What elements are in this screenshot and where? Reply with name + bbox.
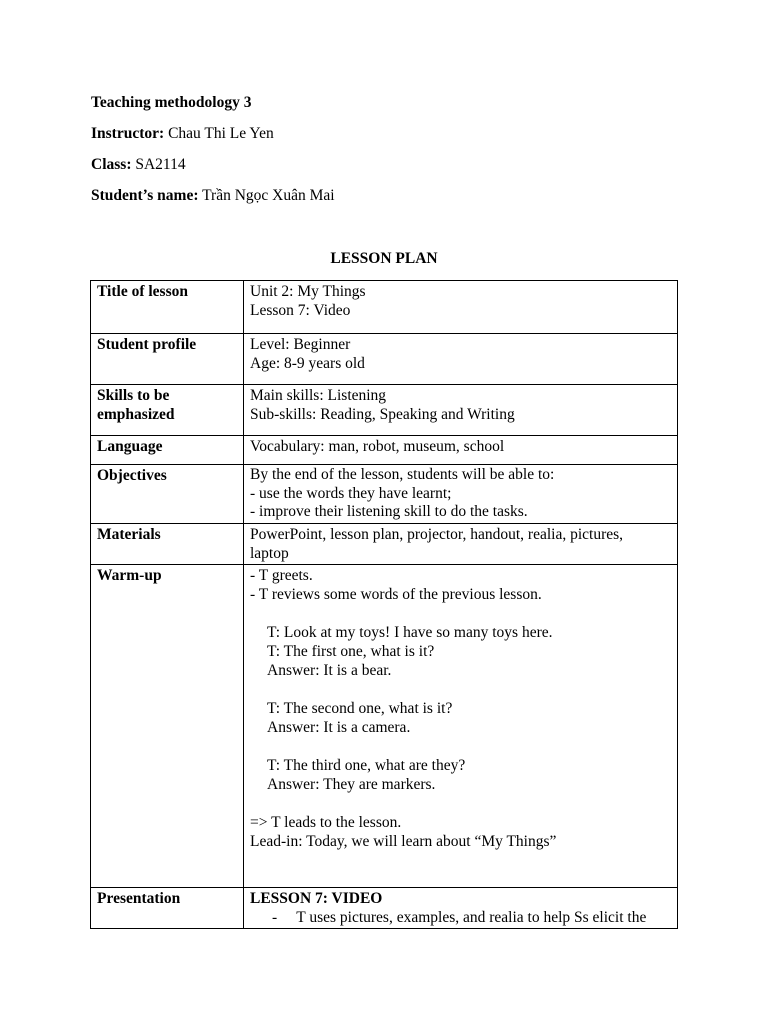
row-label: Language — [91, 436, 244, 465]
lesson-plan-table — [90, 280, 678, 929]
presentation-heading: LESSON 7: VIDEO — [250, 889, 383, 907]
table-row-objectives — [91, 465, 678, 524]
student-name: Trần Ngọc Xuân Mai — [202, 187, 335, 204]
row-content: PowerPoint, lesson plan, projector, handout, realia, pictures, laptop — [244, 523, 678, 564]
row-label: Warm-up — [91, 564, 244, 887]
class-value: SA2114 — [135, 156, 186, 173]
instructor-label: Instructor: — [91, 125, 165, 142]
row-label: Objectives — [91, 465, 244, 524]
row-label: Title of lesson — [91, 281, 244, 334]
table-row-profile — [91, 334, 678, 385]
row-label: Materials — [91, 523, 244, 564]
row-content: Main skills: Listening Sub-skills: Reading, Speaking and Writing — [244, 385, 678, 436]
table-row-language — [91, 436, 678, 465]
student-label: Student’s name: — [91, 187, 199, 204]
table-row-warmup — [91, 564, 678, 887]
row-content: Vocabulary: man, robot, museum, school — [244, 436, 678, 465]
table-row-presentation — [91, 887, 678, 928]
row-content: By the end of the lesson, students will be able to: - use the words they have learnt; - improve their listening skill to do the tasks. — [244, 465, 678, 524]
instructor-line — [91, 124, 274, 144]
row-label: Presentation — [91, 887, 244, 928]
presentation-bullet: - T uses pictures, examples, and realia to help Ss elicit the — [272, 908, 647, 926]
course-title: Teaching methodology 3 — [91, 94, 252, 111]
table-row-materials — [91, 523, 678, 564]
document-title: LESSON PLAN — [330, 250, 438, 267]
row-content: Level: Beginner Age: 8-9 years old — [244, 334, 678, 385]
row-content — [244, 887, 678, 928]
instructor-name: Chau Thi Le Yen — [168, 125, 274, 142]
row-label: Student profile — [91, 334, 244, 385]
student-line — [91, 186, 335, 206]
table-row-skills — [91, 385, 678, 436]
class-line — [91, 155, 186, 175]
class-label: Class: — [91, 156, 132, 173]
row-label: Skills to be emphasized — [91, 385, 244, 436]
row-content: - T greets. - T reviews some words of the previous lesson. T: Look at my toys! I have so many toys here. T: The first one, what is it? Answer: It is a bear. T: The second one, what is it? Answer: It is a camera. T: The third one, what are they? Answer: They are markers. => T leads to the lesson. Lead-in: Today, we will learn about “My Things” — [244, 564, 678, 887]
table-row-title — [91, 281, 678, 334]
row-content: Unit 2: My Things Lesson 7: Video — [244, 281, 678, 334]
